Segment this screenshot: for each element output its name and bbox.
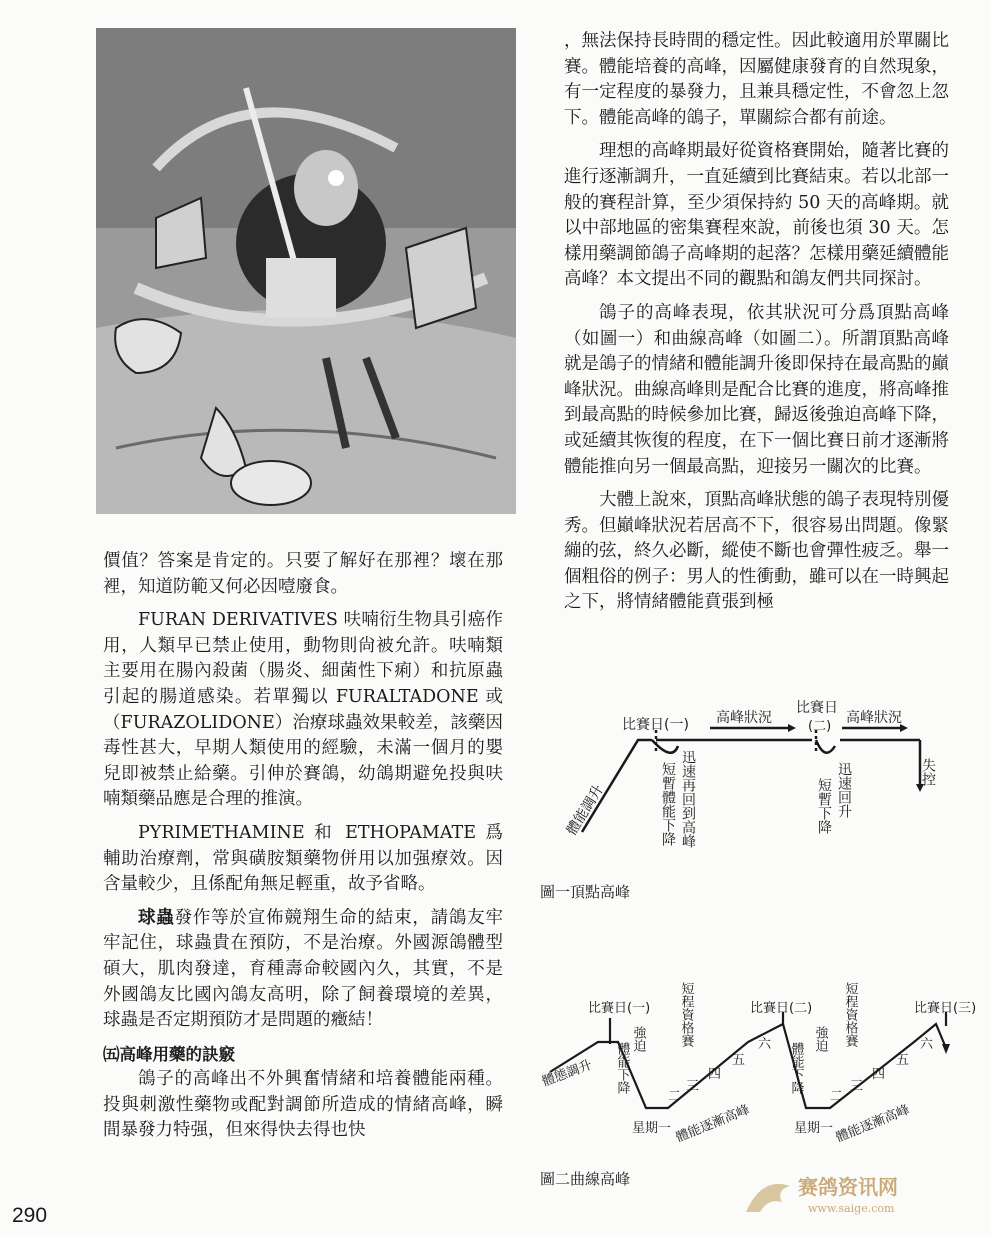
fig2-day-3b: 三 <box>850 1079 864 1094</box>
cartoon-illustration <box>96 28 516 514</box>
fig2-short-qual-1: 短程資格賽 <box>678 982 694 1047</box>
fig2-stamina-drop-1: 體能下降 <box>614 1042 630 1094</box>
fig1-peak-state-2: 高峰狀況 <box>846 710 902 726</box>
fig1-loss-control: 失控 <box>920 758 936 786</box>
section-heading: ㈤高峰用藥的訣竅 <box>103 1044 235 1064</box>
fig2-stamina-drop-2: 體能下降 <box>788 1042 804 1094</box>
fig1-race-day-2: 比賽日 <box>796 700 838 716</box>
figure-2-caption: 圖二曲線高峰 <box>540 1170 631 1188</box>
fig2-gradual-rise-2: 體能逐漸高峰 <box>833 1102 912 1146</box>
bold-term: 球蟲 <box>138 907 175 928</box>
fig1-race-day-2-num: (二) <box>808 719 832 734</box>
pigeon-samurai-drawing <box>96 28 516 514</box>
paragraph-r3: 鴿子的高峰表現，依其狀況可分爲頂點高峰（如圖一）和曲線高峰（如圖二）。所謂頂點高峰就是鴿子的情緒和體能調升後即保持在最高點的巓峰狀況。曲線高峰則是配合比賽的進度，將高峰推到最高點的時候參加比賽，歸返後強迫高峰下降，或延續其恢復的程度，在下一個比賽日前才逐漸將體能推向另一個最高點，迎接另一關次的比賽。 <box>564 302 949 477</box>
watermark-svg <box>742 1168 952 1220</box>
fig2-day-3a: 三 <box>686 1079 700 1094</box>
fig1-fast-rise: 迅速回升 <box>836 762 852 818</box>
fig2-short-qual-2: 短程資格賽 <box>842 982 858 1047</box>
watermark-text: 赛鸽资讯网 <box>798 1175 898 1199</box>
paragraph-r1: ，無法保持長時間的穩定性。因此較適用於單關比賽。體能培養的高峰，因屬健康發育的自然現象，有一定程度的暴發力，且兼具穩定性，不會忽上忽下。體能高峰的鴿子，單關綜合都有前途。 <box>564 31 949 128</box>
pigeon-logo-icon <box>746 1184 790 1212</box>
paragraph-1: 價值？答案是肯定的。只要了解好在那裡？壞在那裡，知道防範又何必因噎廢食。 <box>103 551 503 597</box>
figure-1-svg <box>560 700 960 870</box>
fig1-peak-state-1: 高峰狀況 <box>716 710 772 726</box>
fig1-short-drop-1: 短暫體能下降 <box>660 762 676 846</box>
fig2-stamina-rise: 體態調升 <box>540 1057 595 1090</box>
fig2-day-4a: 四 <box>708 1067 722 1082</box>
paragraph-pyrimethamine: PYRIMETHAMINE 和 ETHOPAMATE 爲輔助治療劑，常與磺胺類藥物併用以加强療效。因含量較少，且係配角無足輕重，故予省略。 <box>103 822 503 895</box>
fig1-stamina-rise: 體能調升 <box>563 782 608 839</box>
fig1-short-drop-2: 短暫下降 <box>816 778 832 834</box>
paragraph-r2: 理想的高峰期最好從資格賽開始，隨著比賽的進行逐漸調升，一直延續到比賽結束。若以北部一般的賽程計算，至少須保持約 50 天的高峰期。就以中部地區的密集賽程來說，前後也須 30 天。怎樣用藥調節鴿子高峰期的起落？怎樣用藥延續體能高峰？本文提出不同的觀點和鴿友們共同探討。 <box>564 141 949 290</box>
figure-2-curve-diagram <box>538 982 978 1152</box>
fig2-forced-2: 強迫 <box>812 1026 828 1052</box>
page-number: 290 <box>12 1204 48 1227</box>
figure-2-svg <box>538 982 978 1152</box>
fig2-race-day-2: 比賽日(二) <box>750 1001 813 1016</box>
paragraph-peak-intro: 鴿子的高峰出不外興奮情緒和培養體能兩種。投與刺激性藥物或配對調節所造成的情緒高峰，瞬間暴發力特强，但來得快去得也快 <box>103 1069 503 1141</box>
fig2-day-5b: 五 <box>896 1053 910 1068</box>
paragraph-r4: 大體上說來，頂點高峰狀態的鴿子表現特別優秀。但巓峰狀況若居高不下，很容易出問題。像緊繃的弦，終久必斷，縱使不斷也會彈性疲乏。舉一個粗俗的例子：男人的性衝動，雖可以在一時興起之下，將情緒體能賁張到極 <box>564 490 949 613</box>
fig2-race-day-1: 比賽日(一) <box>588 1001 651 1016</box>
fig1-dip-2 <box>816 740 835 753</box>
figure-1-peak-diagram <box>560 700 960 870</box>
fig2-day-2b: 二 <box>830 1089 844 1104</box>
watermark-logo <box>742 1168 952 1220</box>
fig1-fast-return: 迅速再回到高峰 <box>680 750 696 848</box>
fig2-monday-2: 星期一 <box>794 1121 834 1136</box>
fig2-day-2a: 二 <box>668 1089 682 1104</box>
fig2-monday-1: 星期一 <box>632 1121 672 1136</box>
fig2-race-day-3: 比賽日(三) <box>914 1001 977 1016</box>
fig2-day-6a: 六 <box>758 1037 772 1052</box>
paragraph-coccidia <box>103 906 503 1034</box>
left-column <box>103 549 503 1144</box>
fig1-race-day-1: 比賽日(一) <box>622 717 689 733</box>
paragraph-coccidia-text: 發作等於宣佈競翔生命的結束，請鴿友牢牢記住，球蟲貴在預防，不是治療。外國源鴿體型碩大，肌肉發達，育種壽命較國內久，其實，不是外國鴿友比國內鴿友高明，除了飼養環境的差異，球蟲是否定期預防才是問題的癥結！ <box>103 907 504 1031</box>
paragraph-furan: FURAN DERIVATIVES 呋喃衍生物具引癌作用，人類早已禁止使用，動物則尙被允許。呋喃類主要用在腸內殺菌（腸炎、細菌性下痢）和抗原蟲引起的腸道感染。若單獨以 FURALTADONE 或（FURAZOLIDONE）治療球蟲效果較差，該藥因毒性甚大，早期人類使用的經驗，未滿一個月的嬰兒即被禁止給藥。引伸於賽鴿，幼鴿期避免投與呋喃類藥品應是合理的推演。 <box>103 610 503 810</box>
right-column <box>564 29 949 616</box>
fig2-day-6b: 六 <box>920 1037 934 1052</box>
fig2-day-4b: 四 <box>872 1067 886 1082</box>
figure-1-caption: 圖一頂點高峰 <box>540 883 631 901</box>
fig2-forced-1: 強迫 <box>630 1026 646 1052</box>
fig2-day-5a: 五 <box>732 1053 746 1068</box>
watermark-url: www.saige.com <box>808 1202 895 1215</box>
fig2-gradual-rise-1: 體能逐漸高峰 <box>673 1102 752 1146</box>
